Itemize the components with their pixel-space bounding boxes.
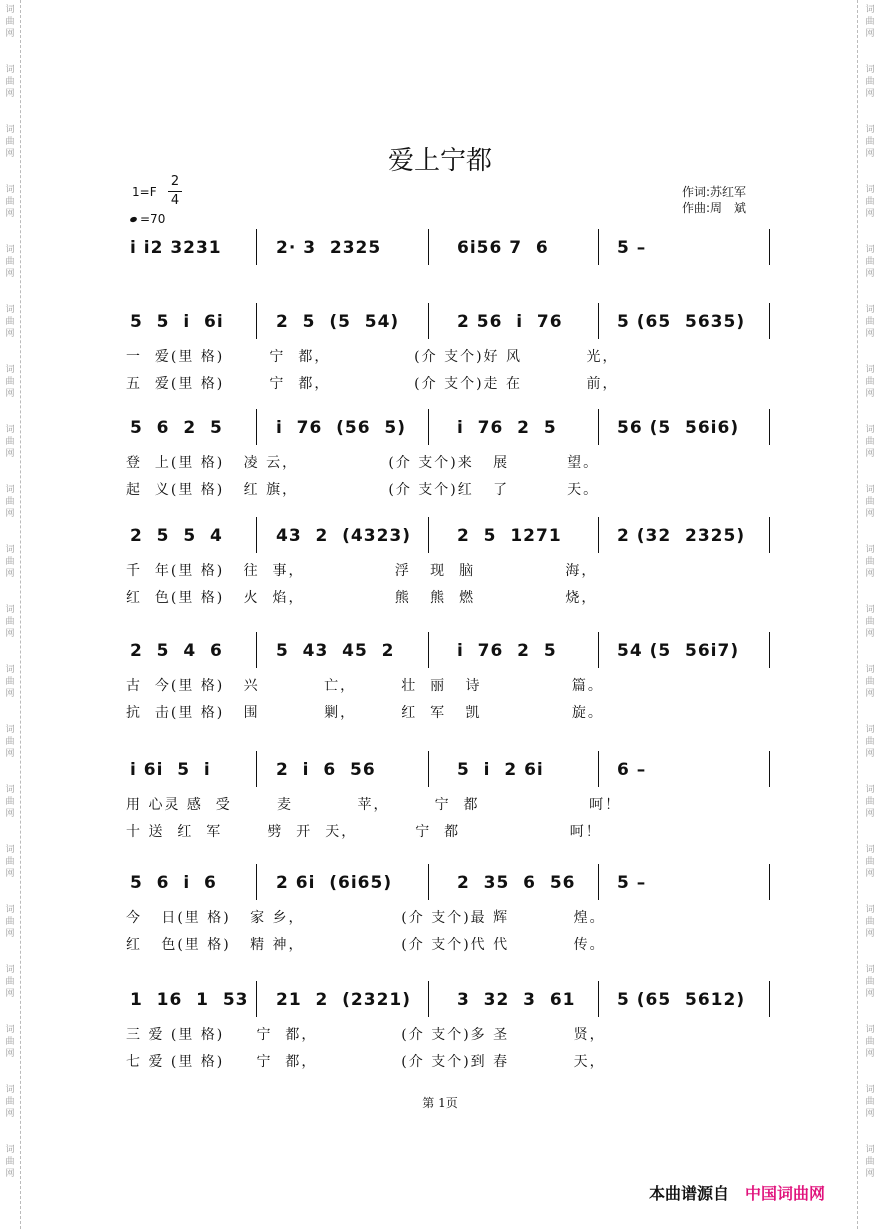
measure-notes: 2· 3 2325 bbox=[276, 238, 382, 258]
source-site: 中国词曲网 bbox=[745, 1184, 826, 1203]
lyric-line: 十 送 红 军 劈 开 天， 宁 都 呵！ bbox=[126, 824, 602, 840]
watermark-glyph: 词 bbox=[865, 125, 875, 135]
tempo-value: =70 bbox=[140, 212, 166, 226]
watermark-glyph: 词 bbox=[5, 1085, 15, 1095]
watermark-glyph: 曲 bbox=[5, 557, 15, 567]
watermark-glyph: 网 bbox=[865, 509, 875, 519]
watermark-mark bbox=[862, 664, 878, 700]
watermark-mark bbox=[862, 364, 878, 400]
watermark-glyph: 网 bbox=[5, 689, 15, 699]
watermark-mark bbox=[2, 364, 18, 400]
watermark-glyph: 词 bbox=[5, 545, 15, 555]
watermark-mark bbox=[2, 784, 18, 820]
watermark-glyph: 网 bbox=[865, 29, 875, 39]
watermark-glyph: 网 bbox=[5, 29, 15, 39]
watermark-glyph: 曲 bbox=[865, 1157, 875, 1167]
watermark-glyph: 网 bbox=[5, 809, 15, 819]
lyric-line: 古 今(里 格) 兴 亡， 壮 丽 诗 篇。 bbox=[126, 678, 604, 694]
watermark-glyph: 网 bbox=[5, 929, 15, 939]
watermark-glyph: 曲 bbox=[865, 17, 875, 27]
watermark-glyph: 词 bbox=[865, 365, 875, 375]
watermark-glyph: 曲 bbox=[865, 917, 875, 927]
bar-line bbox=[256, 229, 257, 265]
watermark-glyph: 网 bbox=[865, 209, 875, 219]
watermark-glyph: 曲 bbox=[865, 77, 875, 87]
measure-notes: 5 – bbox=[617, 873, 647, 893]
measure-notes: 2 5 (5 54) bbox=[276, 312, 400, 332]
watermark-glyph: 词 bbox=[5, 365, 15, 375]
watermark-glyph: 曲 bbox=[5, 377, 15, 387]
watermark-glyph: 曲 bbox=[865, 197, 875, 207]
watermark-mark bbox=[862, 544, 878, 580]
watermark-glyph: 网 bbox=[5, 509, 15, 519]
measure-notes: 6 – bbox=[617, 760, 647, 780]
watermark-glyph: 词 bbox=[5, 1145, 15, 1155]
watermark-glyph: 曲 bbox=[865, 1097, 875, 1107]
watermark-glyph: 网 bbox=[865, 749, 875, 759]
watermark-glyph: 词 bbox=[5, 845, 15, 855]
measure-notes: i i2 3231 bbox=[130, 238, 222, 258]
measure-notes: 5 (65 5635) bbox=[617, 312, 746, 332]
watermark-glyph: 网 bbox=[5, 989, 15, 999]
measure-notes: 2 5 5 4 bbox=[130, 526, 223, 546]
measure-notes: 54 (5 56i7) bbox=[617, 641, 740, 661]
watermark-glyph: 网 bbox=[5, 269, 15, 279]
watermark-mark bbox=[2, 484, 18, 520]
time-signature bbox=[168, 174, 182, 209]
lyric-line: 今 日(里 格) 家 乡， (介 支个)最 辉 煌。 bbox=[126, 910, 606, 926]
bar-line bbox=[256, 632, 257, 668]
bar-line bbox=[428, 517, 429, 553]
watermark-mark bbox=[2, 844, 18, 880]
watermark-glyph: 词 bbox=[865, 605, 875, 615]
time-signature-bottom: 4 bbox=[170, 193, 180, 208]
watermark-glyph: 词 bbox=[865, 185, 875, 195]
watermark-glyph: 词 bbox=[865, 305, 875, 315]
watermark-glyph: 曲 bbox=[865, 617, 875, 627]
bar-line bbox=[256, 303, 257, 339]
lyric-line: 起 义(里 格) 红 旗， (介 支个)红 了 天。 bbox=[126, 482, 600, 498]
watermark-glyph: 网 bbox=[5, 149, 15, 159]
watermark-glyph: 网 bbox=[5, 449, 15, 459]
watermark-mark bbox=[2, 304, 18, 340]
watermark-glyph: 曲 bbox=[865, 737, 875, 747]
measure-notes: i 76 2 5 bbox=[457, 418, 557, 438]
measure-notes: 5 6 2 5 bbox=[130, 418, 223, 438]
watermark-mark bbox=[862, 844, 878, 880]
watermark-mark bbox=[862, 424, 878, 460]
quarter-note-icon bbox=[129, 216, 137, 223]
watermark-glyph: 网 bbox=[5, 869, 15, 879]
watermark-glyph: 曲 bbox=[5, 77, 15, 87]
watermark-glyph: 网 bbox=[5, 89, 15, 99]
watermark-glyph: 词 bbox=[5, 785, 15, 795]
lyric-line: 登 上(里 格) 凌 云， (介 支个)来 展 望。 bbox=[126, 455, 600, 471]
watermark-glyph: 网 bbox=[865, 389, 875, 399]
bar-line bbox=[598, 517, 599, 553]
bar-line bbox=[598, 981, 599, 1017]
watermark-glyph: 词 bbox=[5, 185, 15, 195]
measure-notes: 2 35 6 56 bbox=[457, 873, 576, 893]
watermark-glyph: 网 bbox=[865, 1169, 875, 1179]
song-title: 爱上宁都 bbox=[387, 146, 492, 176]
bar-line bbox=[598, 409, 599, 445]
measure-notes: 2 6i (6i65) bbox=[276, 873, 393, 893]
key-signature: 1=F bbox=[132, 185, 157, 199]
watermark-mark bbox=[2, 184, 18, 220]
measure-notes: 2 5 1271 bbox=[457, 526, 562, 546]
watermark-glyph: 网 bbox=[5, 209, 15, 219]
watermark-glyph: 词 bbox=[5, 905, 15, 915]
lyric-line: 抗 击(里 格) 围 剿， 红 军 凯 旋。 bbox=[126, 705, 604, 721]
watermark-glyph: 词 bbox=[5, 65, 15, 75]
bar-line bbox=[769, 981, 770, 1017]
bar-line bbox=[428, 751, 429, 787]
watermark-glyph: 网 bbox=[865, 1109, 875, 1119]
bar-line bbox=[598, 632, 599, 668]
watermark-glyph: 词 bbox=[865, 5, 875, 15]
measure-notes: 2 56 i 76 bbox=[457, 312, 563, 332]
measure-notes: 5 6 i 6 bbox=[130, 873, 217, 893]
watermark-glyph: 词 bbox=[865, 425, 875, 435]
watermark-glyph: 网 bbox=[5, 749, 15, 759]
measure-notes: 2 i 6 56 bbox=[276, 760, 376, 780]
watermark-glyph: 词 bbox=[865, 785, 875, 795]
measure-notes: 5 43 45 2 bbox=[276, 641, 395, 661]
watermark-glyph: 词 bbox=[865, 1085, 875, 1095]
measure-notes: i 76 2 5 bbox=[457, 641, 557, 661]
measure-notes: 5 i 2 6i bbox=[457, 760, 544, 780]
watermark-glyph: 词 bbox=[5, 5, 15, 15]
watermark-mark bbox=[862, 244, 878, 280]
watermark-glyph: 曲 bbox=[865, 497, 875, 507]
watermark-mark bbox=[2, 964, 18, 1000]
lyric-line: 七 爱 (里 格) 宁 都， (介 支个)到 春 天， bbox=[126, 1054, 606, 1070]
watermark-glyph: 曲 bbox=[5, 797, 15, 807]
measure-notes: 2 5 4 6 bbox=[130, 641, 223, 661]
watermark-mark bbox=[862, 4, 878, 40]
watermark-glyph: 网 bbox=[865, 689, 875, 699]
bar-line bbox=[256, 409, 257, 445]
watermark-glyph: 词 bbox=[865, 245, 875, 255]
watermark-glyph: 网 bbox=[5, 569, 15, 579]
watermark-glyph: 网 bbox=[865, 269, 875, 279]
watermark-mark bbox=[862, 484, 878, 520]
watermark-glyph: 曲 bbox=[865, 557, 875, 567]
bar-line bbox=[598, 864, 599, 900]
watermark-glyph: 网 bbox=[5, 1049, 15, 1059]
watermark-glyph: 曲 bbox=[5, 677, 15, 687]
bar-line bbox=[769, 632, 770, 668]
watermark-glyph: 曲 bbox=[865, 317, 875, 327]
watermark-mark bbox=[862, 1024, 878, 1060]
measure-notes: 2 (32 2325) bbox=[617, 526, 746, 546]
watermark-glyph: 词 bbox=[865, 845, 875, 855]
watermark-glyph: 网 bbox=[5, 389, 15, 399]
watermark-glyph: 网 bbox=[865, 809, 875, 819]
measure-notes: 21 2 (2321) bbox=[276, 990, 412, 1010]
bar-line bbox=[256, 751, 257, 787]
watermark-glyph: 曲 bbox=[5, 497, 15, 507]
measure-notes: 6i56 7 6 bbox=[457, 238, 549, 258]
left-page-border bbox=[20, 0, 21, 1229]
time-signature-top: 2 bbox=[170, 174, 180, 189]
watermark-mark bbox=[862, 724, 878, 760]
bar-line bbox=[428, 229, 429, 265]
watermark-glyph: 网 bbox=[865, 569, 875, 579]
lyric-line: 一 爱(里 格) 宁 都， (介 支个)好 风 光， bbox=[126, 349, 619, 365]
measure-notes: 5 5 i 6i bbox=[130, 312, 224, 332]
bar-line bbox=[598, 229, 599, 265]
watermark-glyph: 曲 bbox=[5, 857, 15, 867]
measure-notes: 43 2 (4323) bbox=[276, 526, 412, 546]
watermark-glyph: 词 bbox=[865, 485, 875, 495]
watermark-glyph: 曲 bbox=[865, 137, 875, 147]
watermark-glyph: 词 bbox=[5, 125, 15, 135]
right-page-border bbox=[857, 0, 858, 1229]
watermark-glyph: 曲 bbox=[5, 317, 15, 327]
measure-notes: 56 (5 56i6) bbox=[617, 418, 740, 438]
bar-line bbox=[769, 517, 770, 553]
bar-line bbox=[256, 517, 257, 553]
watermark-mark bbox=[2, 64, 18, 100]
watermark-mark bbox=[2, 244, 18, 280]
watermark-mark bbox=[2, 1024, 18, 1060]
watermark-mark bbox=[862, 64, 878, 100]
watermark-glyph: 曲 bbox=[865, 977, 875, 987]
watermark-glyph: 网 bbox=[5, 329, 15, 339]
watermark-glyph: 曲 bbox=[865, 1037, 875, 1047]
bar-line bbox=[769, 229, 770, 265]
watermark-glyph: 曲 bbox=[5, 197, 15, 207]
measure-notes: i 76 (56 5) bbox=[276, 418, 407, 438]
watermark-glyph: 词 bbox=[865, 665, 875, 675]
bar-line bbox=[428, 303, 429, 339]
watermark-glyph: 曲 bbox=[865, 797, 875, 807]
watermark-mark bbox=[2, 1144, 18, 1180]
watermark-glyph: 网 bbox=[865, 1049, 875, 1059]
watermark-glyph: 曲 bbox=[5, 1097, 15, 1107]
lyric-line: 千 年(里 格) 往 事， 浮 现 脑 海， bbox=[126, 563, 598, 579]
watermark-glyph: 网 bbox=[865, 149, 875, 159]
source-credit bbox=[649, 1181, 825, 1204]
watermark-glyph: 网 bbox=[865, 449, 875, 459]
bar-line bbox=[769, 303, 770, 339]
lyric-line: 五 爱(里 格) 宁 都， (介 支个)走 在 前， bbox=[126, 376, 619, 392]
lyric-line: 用 心灵 感 受 麦 苹， 宁 都 呵！ bbox=[126, 797, 622, 813]
watermark-glyph: 词 bbox=[865, 1145, 875, 1155]
watermark-mark bbox=[2, 604, 18, 640]
watermark-glyph: 网 bbox=[865, 329, 875, 339]
measure-notes: 3 32 3 61 bbox=[457, 990, 576, 1010]
watermark-glyph: 词 bbox=[5, 1025, 15, 1035]
watermark-glyph: 网 bbox=[5, 629, 15, 639]
watermark-mark bbox=[862, 1144, 878, 1180]
bar-line bbox=[598, 751, 599, 787]
watermark-mark bbox=[862, 904, 878, 940]
watermark-glyph: 词 bbox=[865, 965, 875, 975]
bar-line bbox=[428, 632, 429, 668]
bar-line bbox=[428, 981, 429, 1017]
watermark-glyph: 曲 bbox=[865, 257, 875, 267]
watermark-glyph: 词 bbox=[865, 725, 875, 735]
watermark-mark bbox=[862, 784, 878, 820]
watermark-mark bbox=[2, 664, 18, 700]
bar-line bbox=[256, 864, 257, 900]
watermark-glyph: 网 bbox=[865, 869, 875, 879]
lyricist-credit: 作词:苏红军 bbox=[682, 185, 747, 199]
bar-line bbox=[598, 303, 599, 339]
watermark-mark bbox=[2, 904, 18, 940]
lyric-line: 三 爱 (里 格) 宁 都， (介 支个)多 圣 贤， bbox=[126, 1027, 606, 1043]
watermark-glyph: 网 bbox=[865, 89, 875, 99]
watermark-glyph: 曲 bbox=[865, 377, 875, 387]
watermark-mark bbox=[862, 184, 878, 220]
watermark-mark bbox=[862, 604, 878, 640]
watermark-glyph: 词 bbox=[5, 425, 15, 435]
measure-notes: 5 – bbox=[617, 238, 647, 258]
bar-line bbox=[428, 864, 429, 900]
watermark-glyph: 曲 bbox=[5, 737, 15, 747]
watermark-glyph: 词 bbox=[5, 725, 15, 735]
watermark-glyph: 曲 bbox=[5, 257, 15, 267]
watermark-glyph: 曲 bbox=[5, 917, 15, 927]
watermark-glyph: 词 bbox=[5, 665, 15, 675]
tempo-marking bbox=[130, 212, 165, 226]
measure-notes: 5 (65 5612) bbox=[617, 990, 746, 1010]
watermark-glyph: 曲 bbox=[865, 857, 875, 867]
watermark-glyph: 词 bbox=[5, 965, 15, 975]
watermark-mark bbox=[862, 304, 878, 340]
bar-line bbox=[256, 981, 257, 1017]
watermark-glyph: 网 bbox=[5, 1109, 15, 1119]
page-number: 第 1页 bbox=[422, 1096, 458, 1110]
watermark-glyph: 词 bbox=[865, 545, 875, 555]
watermark-glyph: 曲 bbox=[5, 977, 15, 987]
watermark-glyph: 词 bbox=[865, 905, 875, 915]
watermark-glyph: 曲 bbox=[5, 437, 15, 447]
watermark-mark bbox=[2, 544, 18, 580]
watermark-glyph: 词 bbox=[865, 65, 875, 75]
watermark-glyph: 曲 bbox=[5, 617, 15, 627]
watermark-glyph: 曲 bbox=[5, 17, 15, 27]
lyric-line: 红 色(里 格) 火 焰， 熊 熊 燃 烧， bbox=[126, 590, 598, 606]
watermark-mark bbox=[2, 4, 18, 40]
bar-line bbox=[769, 864, 770, 900]
watermark-glyph: 词 bbox=[5, 485, 15, 495]
watermark-glyph: 词 bbox=[5, 305, 15, 315]
watermark-mark bbox=[862, 964, 878, 1000]
measure-notes: 1 16 1 53 bbox=[130, 990, 249, 1010]
bar-line bbox=[769, 751, 770, 787]
watermark-glyph: 曲 bbox=[5, 1037, 15, 1047]
watermark-glyph: 网 bbox=[5, 1169, 15, 1179]
watermark-glyph: 曲 bbox=[865, 437, 875, 447]
watermark-mark bbox=[2, 724, 18, 760]
watermark-glyph: 曲 bbox=[5, 1157, 15, 1167]
watermark-mark bbox=[2, 424, 18, 460]
bar-line bbox=[428, 409, 429, 445]
watermark-glyph: 网 bbox=[865, 629, 875, 639]
watermark-glyph: 词 bbox=[5, 245, 15, 255]
watermark-glyph: 词 bbox=[5, 605, 15, 615]
lyric-line: 红 色(里 格) 精 神， (介 支个)代 代 传。 bbox=[126, 937, 606, 953]
measure-notes: i 6i 5 i bbox=[130, 760, 211, 780]
watermark-glyph: 网 bbox=[865, 929, 875, 939]
watermark-glyph: 曲 bbox=[865, 677, 875, 687]
bar-line bbox=[769, 409, 770, 445]
watermark-glyph: 曲 bbox=[5, 137, 15, 147]
watermark-glyph: 网 bbox=[865, 989, 875, 999]
watermark-glyph: 词 bbox=[865, 1025, 875, 1035]
composer-credit: 作曲:周 斌 bbox=[682, 201, 747, 215]
source-label: 本曲谱源自 bbox=[649, 1184, 730, 1203]
